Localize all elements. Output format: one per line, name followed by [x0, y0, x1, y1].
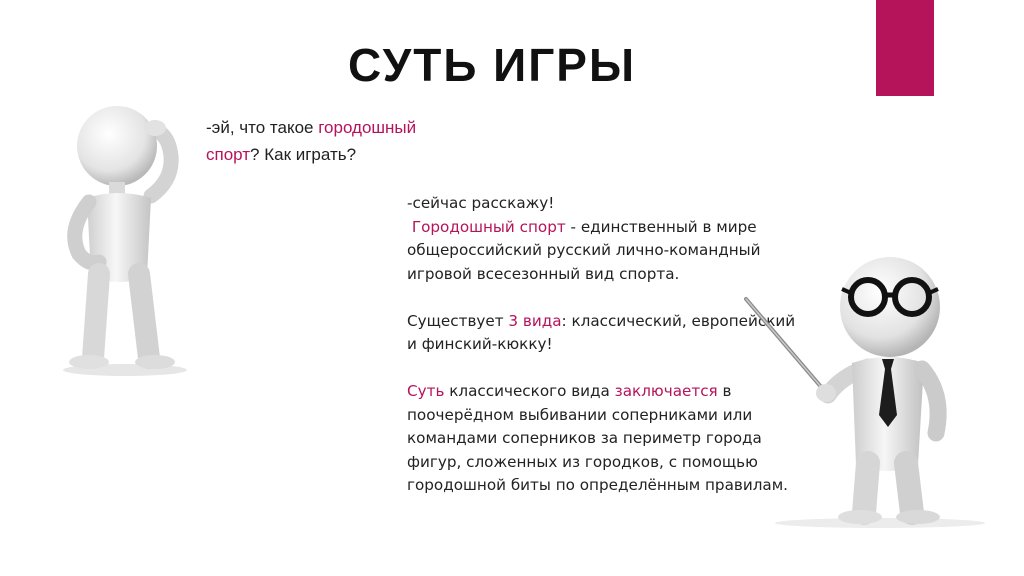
- answer-p3-highlight-2: заключается: [614, 382, 718, 400]
- answer-p3-text: в поочерёдном выбивании соперниками или командами соперников за периметр города фигур, сложенных из городков, с помощью городошной биты по определённым правилам.: [407, 382, 789, 494]
- question-prefix: -эй, что такое: [206, 118, 319, 137]
- answer-p2-prefix: Существует: [407, 311, 509, 330]
- thinking-figure-icon: [55, 98, 195, 378]
- answer-p3-highlight-1: Суть: [407, 382, 445, 400]
- question-text: [206, 114, 456, 168]
- answer-p3-mid: классического вида: [444, 382, 615, 400]
- slide-title: СУТЬ ИГРЫ: [348, 39, 637, 91]
- accent-bar: [876, 0, 934, 96]
- answer-p1-highlight: Городошный спорт: [411, 217, 566, 236]
- answer-intro: -сейчас расскажу!: [407, 194, 555, 212]
- question-suffix: ? Как играть?: [250, 145, 357, 164]
- answer-p2-highlight: 3 вида: [508, 311, 562, 330]
- answer-p1-text: - единственный в мире общероссийский русский лично-командный игровой всесезонный вид спорта.: [407, 217, 761, 283]
- teacher-with-pointer-icon: [730, 255, 990, 530]
- question-highlight: городошный спорт: [206, 118, 417, 164]
- answer-p2-text: : классический, европейский и финский-кюкку!: [407, 311, 796, 353]
